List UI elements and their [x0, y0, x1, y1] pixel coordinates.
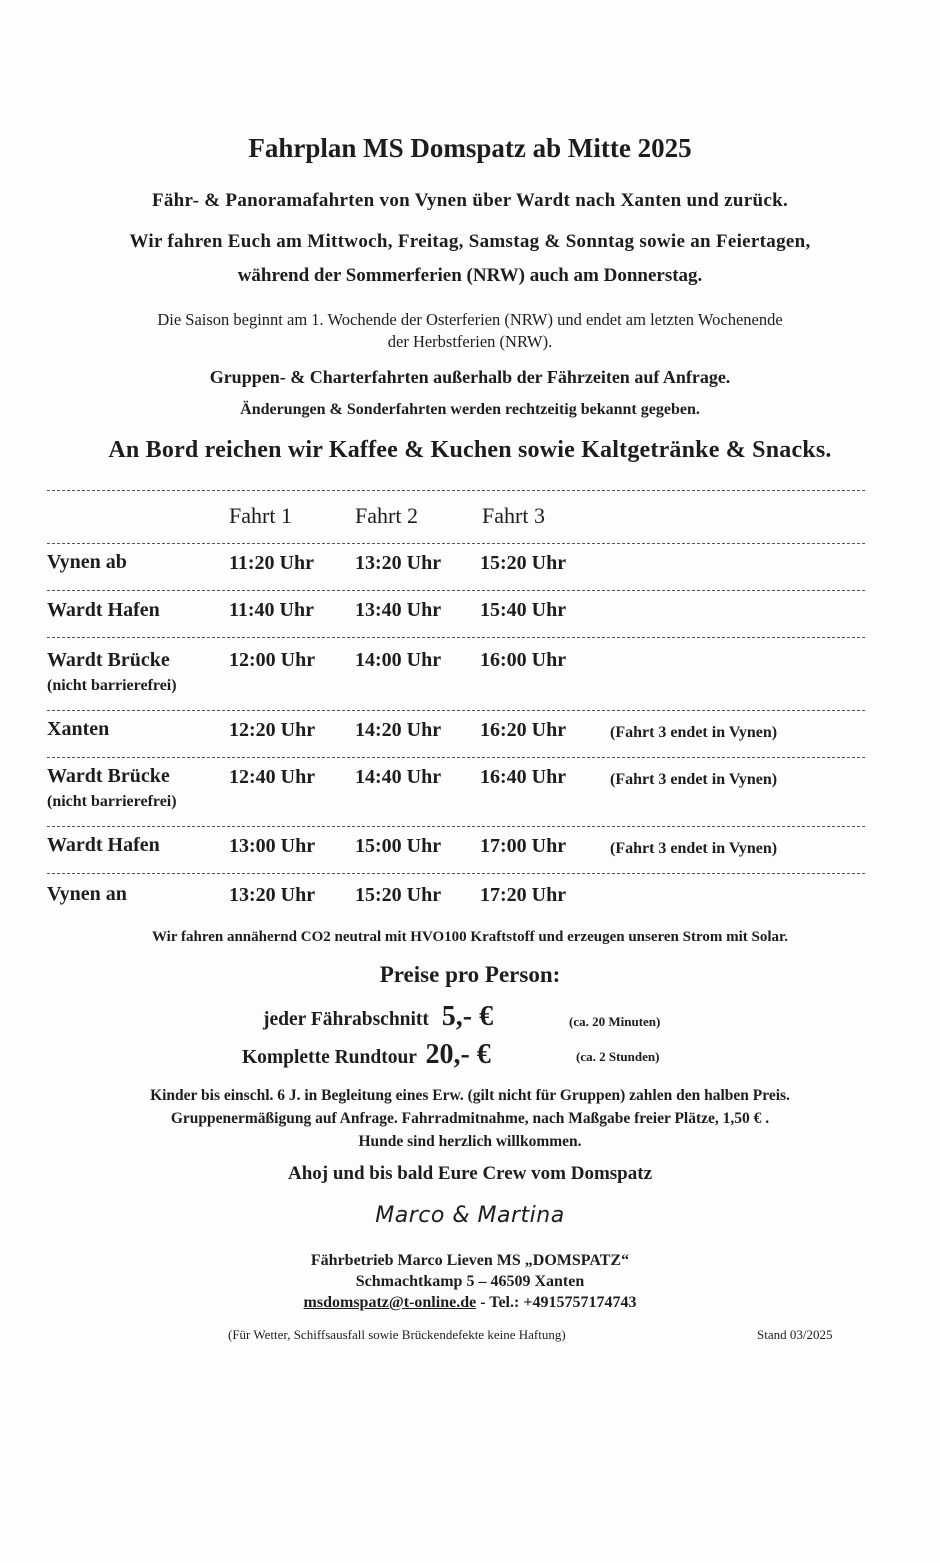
- departure-time: 16:40 Uhr: [480, 766, 567, 788]
- departure-time: 17:00 Uhr: [480, 835, 567, 857]
- stop-name: Wardt Hafen: [47, 599, 160, 621]
- price-duration: (ca. 20 Minuten): [569, 1014, 661, 1029]
- departure-time: 12:40 Uhr: [229, 766, 316, 788]
- price-value: 5,- €: [441, 1001, 494, 1032]
- contact-separator: -: [476, 1294, 490, 1311]
- divider: [47, 873, 865, 874]
- additional-info: [0, 1084, 940, 1153]
- departure-time: 14:00 Uhr: [355, 649, 442, 671]
- departure-time: 12:20 Uhr: [229, 719, 316, 741]
- phone-number: Tel.: +4915757174743: [489, 1294, 637, 1311]
- trip-note: (Fahrt 3 endet in Vynen): [610, 840, 778, 857]
- departure-time: 16:00 Uhr: [480, 649, 567, 671]
- departure-time: 13:20 Uhr: [355, 552, 442, 574]
- header-fahrt-3: Fahrt 3: [482, 503, 545, 528]
- company-address: Schmachtkamp 5 – 46509 Xanten: [355, 1273, 585, 1290]
- divider: [47, 757, 865, 758]
- disclaimer: (Für Wetter, Schiffsausfall sowie Brückendefekte keine Haftung): [228, 1327, 566, 1342]
- stop-name: Wardt Brücke: [47, 649, 170, 671]
- departure-time: 13:00 Uhr: [229, 835, 316, 857]
- intro-summer: während der Sommerferien (NRW) auch am Donnerstag.: [237, 265, 703, 286]
- dogs-info: Hunde sind herzlich willkommen.: [358, 1133, 582, 1150]
- divider: [47, 826, 865, 827]
- departure-time: 11:40 Uhr: [229, 599, 314, 621]
- departure-time: 11:20 Uhr: [229, 552, 314, 574]
- kids-info: Kinder bis einschl. 6 J. in Begleitung eines Erw. (gilt nicht für Gruppen) zahlen den halben Preis.: [150, 1087, 790, 1104]
- departure-time: 17:20 Uhr: [480, 884, 567, 906]
- stop-name: Vynen an: [47, 883, 127, 905]
- header-fahrt-1: Fahrt 1: [229, 503, 292, 528]
- price-label: Komplette Rundtour: [242, 1047, 417, 1068]
- price-row: [242, 1039, 491, 1071]
- stop-name: Wardt Brücke: [47, 765, 170, 787]
- departure-time: 14:40 Uhr: [355, 766, 442, 788]
- email-link[interactable]: msdomspatz@t-online.de: [303, 1294, 477, 1311]
- divider: [47, 710, 865, 711]
- divider: [47, 590, 865, 591]
- stop-name: Xanten: [47, 718, 110, 740]
- season-info: [40, 309, 900, 353]
- eco-note: Wir fahren annähernd CO2 neutral mit HVO100 Kraftstoff und erzeugen unseren Strom mit Solar.: [151, 929, 789, 945]
- company-info: [0, 1250, 940, 1313]
- price-value: 20,- €: [425, 1039, 491, 1070]
- stop-name: Vynen ab: [47, 551, 127, 573]
- departure-time: 13:40 Uhr: [355, 599, 442, 621]
- divider: [47, 543, 865, 544]
- departure-time: 12:00 Uhr: [229, 649, 316, 671]
- prices-heading: Preise pro Person:: [379, 962, 561, 987]
- stop-accessibility-note: (nicht barrierefrei): [47, 677, 177, 694]
- price-row: [263, 1001, 493, 1033]
- closing-greeting: Ahoj und bis bald Eure Crew vom Domspatz: [287, 1163, 653, 1184]
- divider: [47, 490, 865, 491]
- season-line-a: Die Saison beginnt am 1. Wochende der Osterferien (NRW) und endet am letzten Wochenende: [157, 310, 783, 329]
- price-duration: (ca. 2 Stunden): [576, 1049, 660, 1064]
- group-discount-info: Gruppenermäßigung auf Anfrage. Fahrradmitnahme, nach Maßgabe freier Plätze, 1,50 € .: [170, 1110, 770, 1127]
- handwritten-signature: Marco & Martina: [375, 1203, 565, 1228]
- header-fahrt-2: Fahrt 2: [355, 503, 418, 528]
- changes-info: Änderungen & Sonderfahrten werden rechtzeitig bekannt gegeben.: [240, 401, 700, 418]
- intro-days: Wir fahren Euch am Mittwoch, Freitag, Samstag & Sonntag sowie an Feiertagen,: [129, 231, 811, 252]
- price-label: jeder Fährabschnitt: [263, 1009, 429, 1030]
- season-line-b: der Herbstferien (NRW).: [387, 332, 553, 351]
- departure-time: 13:20 Uhr: [229, 884, 316, 906]
- departure-time: 14:20 Uhr: [355, 719, 442, 741]
- page-title: Fahrplan MS Domspatz ab Mitte 2025: [248, 133, 692, 163]
- trip-note: (Fahrt 3 endet in Vynen): [610, 771, 778, 788]
- departure-time: 15:40 Uhr: [480, 599, 567, 621]
- group-charter-info: Gruppen- & Charterfahrten außerhalb der Fährzeiten auf Anfrage.: [209, 367, 731, 387]
- stop-name: Wardt Hafen: [47, 834, 160, 856]
- departure-time: 16:20 Uhr: [480, 719, 567, 741]
- stand-date: Stand 03/2025: [757, 1327, 833, 1342]
- departure-time: 15:00 Uhr: [355, 835, 442, 857]
- contact-line: [0, 1292, 940, 1313]
- trip-note: (Fahrt 3 endet in Vynen): [610, 724, 778, 741]
- stop-accessibility-note: (nicht barrierefrei): [47, 793, 177, 810]
- departure-time: 15:20 Uhr: [355, 884, 442, 906]
- departure-time: 15:20 Uhr: [480, 552, 567, 574]
- onboard-info: An Bord reichen wir Kaffee & Kuchen sowie Kaltgetränke & Snacks.: [108, 437, 832, 463]
- divider: [47, 637, 865, 638]
- company-name: Fährbetrieb Marco Lieven MS „DOMSPATZ“: [310, 1252, 630, 1269]
- intro-route: Fähr- & Panoramafahrten von Vynen über Wardt nach Xanten und zurück.: [151, 190, 789, 211]
